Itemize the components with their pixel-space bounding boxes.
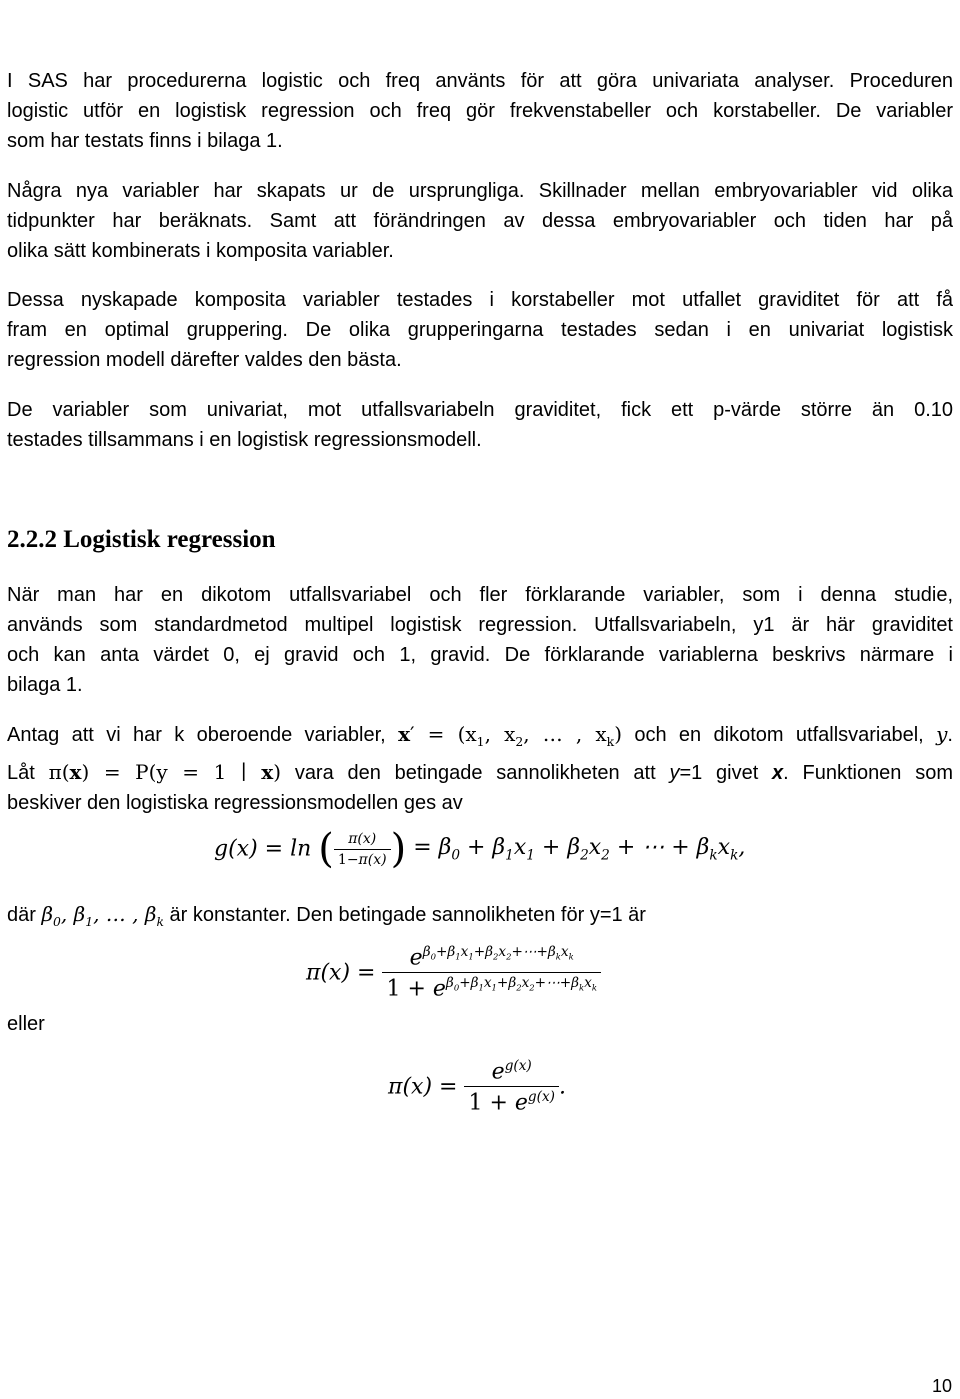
text-line: När man har en dikotom utfallsvariabel och fler förklarande variabler, som i denna studie,: [7, 584, 953, 606]
equation-logit: g(x) = ln ( $\frac{\pi(x)}{1-\pi(x)}$ ) = $\beta_0 + \beta_1x_1 + \beta_2x_2$ + ⋯ + $\beta_kx_k$,: [214, 826, 746, 872]
equation-probability: π(x) = $\frac{e^{\beta_0+\beta_1x_1+\beta_2x_2+\cdots+\beta_kx_k}}{1 + e^{\beta_0+\beta_1x_1+\beta_2x_2+\cdots+\beta_kx_k}}$: [306, 944, 601, 1002]
equation-probability-g: π(x) = $\frac{e^{g(x)}}{1 + e^{g(x)}}$ .: [388, 1058, 566, 1116]
text-segment: och en dikotom utfallsvariabel,: [634, 724, 924, 746]
text-line: fram en optimal gruppering. De olika grupperingarna testades sedan i en univariat logistisk: [7, 319, 953, 341]
text-line: logistic utför en logistisk regression och freq gör frekvenstabeller och korstabeller. De variabler: [7, 100, 953, 122]
text-segment: Låt: [7, 762, 35, 784]
text-line: Antag att vi har k oberoende variabler, $x' = (x_1$, $x_2$, … , $x_k$) och en dikotom utfallsvariabel, y.: [7, 722, 953, 749]
text-segment: där: [7, 904, 36, 926]
text-line: [7, 757, 953, 788]
text-segment: . Funktionen som: [783, 762, 953, 784]
text-line: bilaga 1.: [7, 674, 83, 696]
text-segment: är konstanter. Den betingade sannolikheten för y=1 är: [169, 904, 646, 926]
text-line: regression modell därefter valdes den bästa.: [7, 349, 402, 371]
text-line: används som standardmetod multipel logistisk regression. Utfallsvariabeln, y1 är här graviditet: [7, 614, 953, 636]
text-line: Några nya variabler har skapats ur de ursprungliga. Skillnader mellan embryovariabler vid olika: [7, 180, 953, 202]
word-eller: eller: [7, 1013, 45, 1035]
text-segment: vara den betingade sannolikheten att: [294, 762, 656, 784]
text-line: och kan anta värdet 0, ej gravid och 1, gravid. De förklarande variablerna beskrivs närmare i: [7, 644, 953, 666]
paragraph-p-value: [7, 395, 953, 455]
paragraph-constants: [7, 899, 953, 937]
math-inline: ′ = ($x_1$, $x_2$, … , $x_k$): [410, 722, 622, 749]
text-line: som har testats finns i bilaga 1.: [7, 130, 283, 152]
paragraph-sas-procedures: [7, 66, 953, 156]
text-line: I SAS har procedurerna logistic och freq använts för att göra univariata analyser. Proceduren: [7, 70, 953, 92]
text-line: olika sätt kombinerats i komposita variabler.: [7, 240, 394, 262]
text-line: Dessa nyskapade komposita variabler testades i korstabeller mot utfallet graviditet för att få: [7, 289, 953, 311]
paragraph-new-variables: [7, 176, 953, 266]
section-heading: 2.2.2 Logistisk regression: [7, 526, 276, 553]
math-inline-x-vector: x: [398, 722, 410, 746]
text-line: De variabler som univariat, mot utfallsvariabeln graviditet, fick ett p-värde större än 0.10: [7, 399, 953, 421]
paragraph-composite-variables: [7, 285, 953, 375]
math-inline-pi: π(x) = P(y = 1 ∣ x): [48, 760, 282, 784]
text-line: beskiver den logistiska regressionsmodellen ges av: [7, 792, 463, 814]
text-line: testades tillsammans i en logistisk regressionsmodell.: [7, 429, 482, 451]
page-number: 10: [931, 1376, 952, 1396]
math-inline-y: y: [936, 722, 948, 746]
math-inline-y: y: [669, 762, 680, 784]
text-segment: Antag att vi har k oberoende variabler,: [7, 724, 386, 746]
math-inline-x: x: [772, 762, 784, 784]
paragraph-model-definition: [7, 719, 953, 818]
text-segment: =1 givet: [679, 762, 759, 784]
text-line: tidpunkter har beräknats. Samt att förändringen av dessa embryovariabler och tiden har på: [7, 210, 953, 232]
paragraph-logistic-intro: [7, 580, 953, 700]
math-inline-betas: $\beta_0$, $\beta_1$, … , $\beta_k$: [41, 902, 164, 929]
